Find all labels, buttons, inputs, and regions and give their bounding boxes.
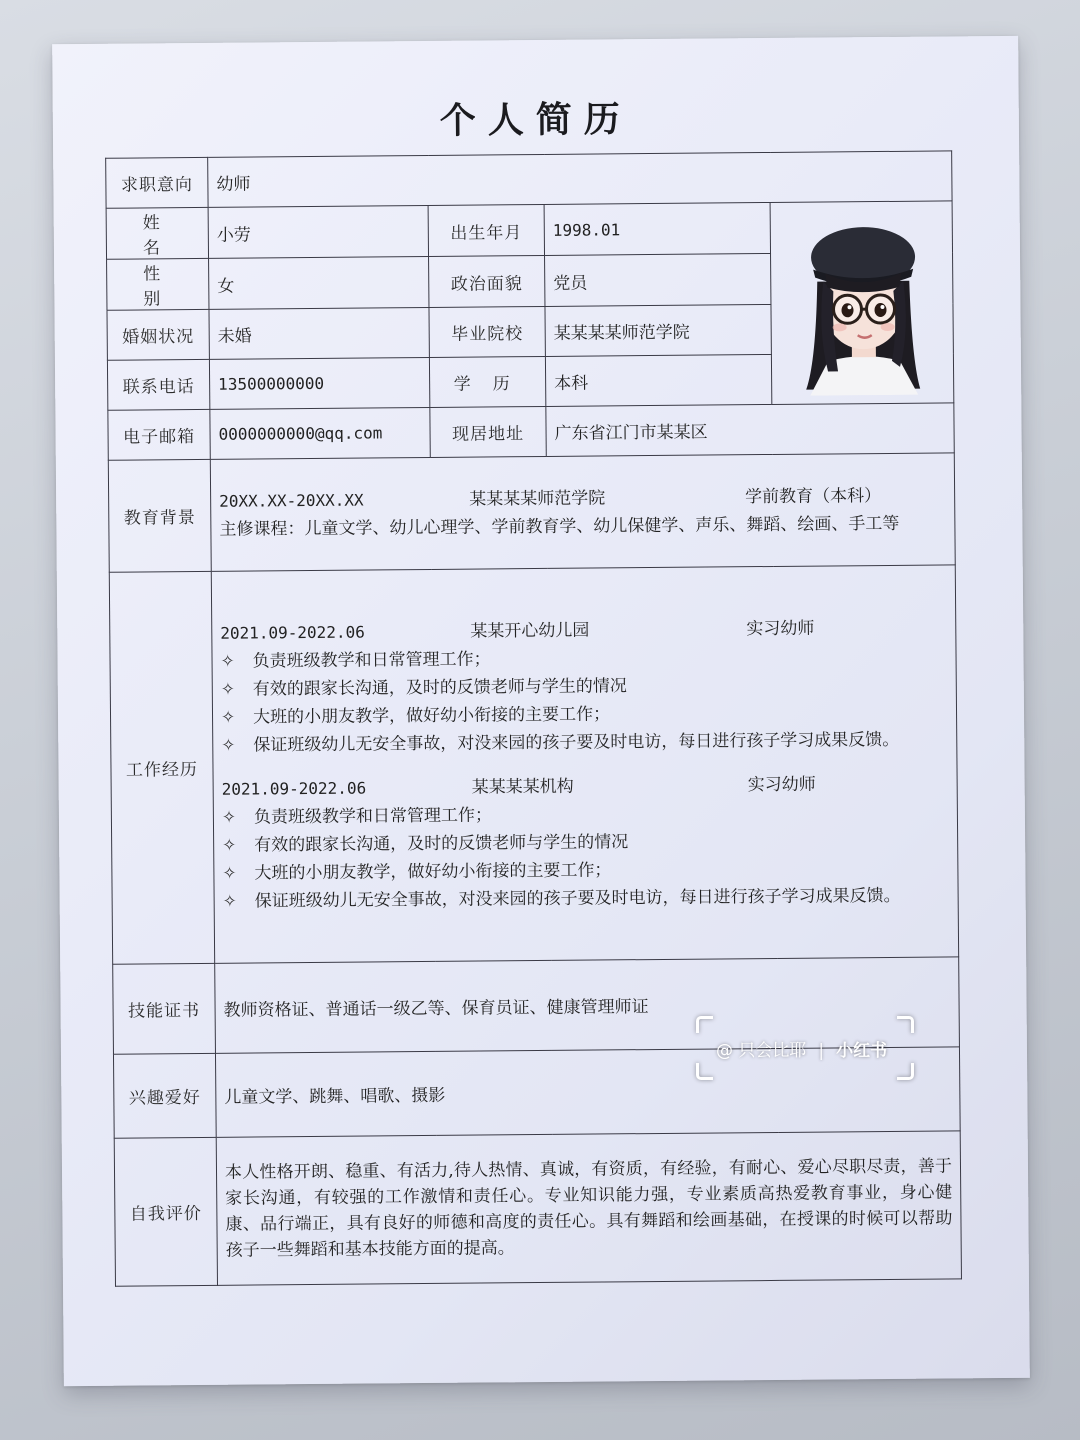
value-gender: 女 — [209, 256, 429, 309]
watermark-handle: @ 只会比耶 — [716, 1041, 807, 1061]
duty-text: 保证班级幼儿无安全事故，对没来园的孩子要及时电访，每日进行孩子学习成果反馈。 — [254, 885, 901, 912]
label-political: 政治面貌 — [429, 255, 545, 307]
page-title: 个人简历 — [439, 98, 633, 142]
label-gender: 性别 — [107, 258, 209, 310]
four-point-star-icon: ✧ — [221, 807, 237, 828]
value-job-intent: 幼师 — [208, 151, 952, 207]
row-education — [108, 453, 955, 572]
value-address: 广东省江门市某某区 — [546, 403, 954, 457]
education-school: 某某某某师范学院 — [469, 487, 606, 510]
label-work: 工作经历 — [109, 571, 214, 964]
education-courses: 主修课程：儿童文学、幼儿心理学、学前教育学、幼儿保健学、声乐、舞蹈、绘画、手工等 — [219, 513, 900, 540]
corner-bracket-icon — [897, 1016, 914, 1033]
label-education: 教育背景 — [108, 459, 211, 572]
resume-table — [105, 150, 962, 1286]
education-content — [210, 453, 955, 571]
four-point-star-icon: ✧ — [220, 651, 235, 672]
duty-text: 有效的跟家长沟通，及时的反馈老师与学生的情况 — [252, 675, 627, 700]
xiaohongshu-watermark — [696, 1016, 914, 1080]
four-point-star-icon: ✧ — [220, 707, 236, 728]
value-school: 某某某某师范学院 — [545, 304, 771, 356]
job-period: 2021.09-2022.06 — [220, 622, 365, 643]
row-work — [109, 565, 958, 964]
label-degree: 学历 — [429, 356, 545, 407]
duty-item — [223, 881, 950, 915]
label-skills: 技能证书 — [113, 963, 216, 1054]
value-birth: 1998.01 — [544, 202, 770, 255]
watermark-separator: | — [818, 1041, 825, 1061]
resume-paper — [52, 36, 1030, 1386]
label-birth: 出生年月 — [428, 204, 544, 256]
photo-cell — [770, 201, 954, 405]
label-job-intent: 求职意向 — [106, 157, 208, 208]
label-name: 姓名 — [106, 207, 208, 259]
label-email: 电子邮箱 — [108, 409, 210, 460]
value-self-eval — [216, 1131, 961, 1285]
job-role: 实习幼师 — [746, 618, 815, 639]
label-school: 毕业院校 — [429, 306, 545, 357]
value-political: 党员 — [545, 253, 771, 306]
watermark-brand: 小红书 — [836, 1041, 888, 1061]
value-name: 小劳 — [208, 205, 428, 258]
value-hobbies: 儿童文学、跳舞、唱歌、摄影 — [215, 1047, 960, 1137]
four-point-star-icon: ✧ — [220, 679, 236, 700]
corner-bracket-icon — [897, 1063, 914, 1080]
duty-text: 大班的小朋友教学，做好幼小衔接的主要工作； — [252, 703, 611, 728]
row-name — [106, 201, 952, 259]
duty-text: 有效的跟家长沟通，及时的反馈老师与学生的情况 — [254, 831, 629, 856]
self-eval-text: 本人性格开朗、稳重、有活力,待人热情、真诚，有资质，有经验，有耐心、爱心尽职尽责，善于家长沟通，有较强的工作激情和责任心。专业知识能力强，专业素质高热爱教育事业，身心健康、品行端正，具有良好的师德和高度的责任心。具有舞蹈和绘画基础，在授课的时候可以帮助孩子一些舞蹈和基本技能方面的提高。 — [224, 1155, 953, 1261]
four-point-star-icon: ✧ — [221, 735, 236, 756]
job-org: 某某某某机构 — [471, 776, 574, 798]
label-hobbies: 兴趣爱好 — [113, 1053, 216, 1138]
label-marital: 婚姻状况 — [107, 309, 209, 360]
corner-bracket-icon — [696, 1063, 713, 1080]
education-period: 20XX.XX-20XX.XX — [219, 490, 364, 511]
value-marital: 未婚 — [209, 307, 429, 359]
label-phone: 联系电话 — [107, 359, 209, 410]
row-job-intent — [106, 151, 952, 208]
corner-bracket-icon — [696, 1016, 713, 1033]
avatar — [786, 210, 938, 395]
four-point-star-icon: ✧ — [222, 835, 237, 856]
duty-text: 负责班级教学和日常管理工作； — [253, 804, 492, 828]
row-self-eval — [114, 1131, 961, 1286]
job-period: 2021.09-2022.06 — [221, 778, 367, 799]
value-email: 0000000000@qq.com — [210, 407, 430, 459]
value-degree: 本科 — [545, 354, 771, 406]
job-org: 某某开心幼儿园 — [470, 620, 590, 642]
four-point-star-icon: ✧ — [222, 863, 237, 884]
value-skills: 教师资格证、普通话一级乙等、保育员证、健康管理师证 — [215, 957, 960, 1053]
four-point-star-icon: ✧ — [222, 891, 237, 912]
education-major: 学前教育（本科） — [745, 485, 882, 507]
duty-text: 负责班级教学和日常管理工作； — [252, 648, 491, 672]
row-email — [108, 403, 954, 460]
watermark-text — [716, 1036, 887, 1061]
work-content — [211, 565, 958, 963]
value-phone: 13500000000 — [209, 357, 429, 409]
duty-text: 大班的小朋友教学，做好幼小衔接的主要工作； — [254, 859, 612, 884]
job-role: 实习幼师 — [747, 774, 816, 795]
label-self-eval: 自我评价 — [114, 1137, 217, 1286]
duty-text: 保证班级幼儿无安全事故，对没来园的孩子要及时电访，每日进行孩子学习成果反馈。 — [253, 729, 900, 756]
label-address: 现居地址 — [430, 406, 546, 457]
